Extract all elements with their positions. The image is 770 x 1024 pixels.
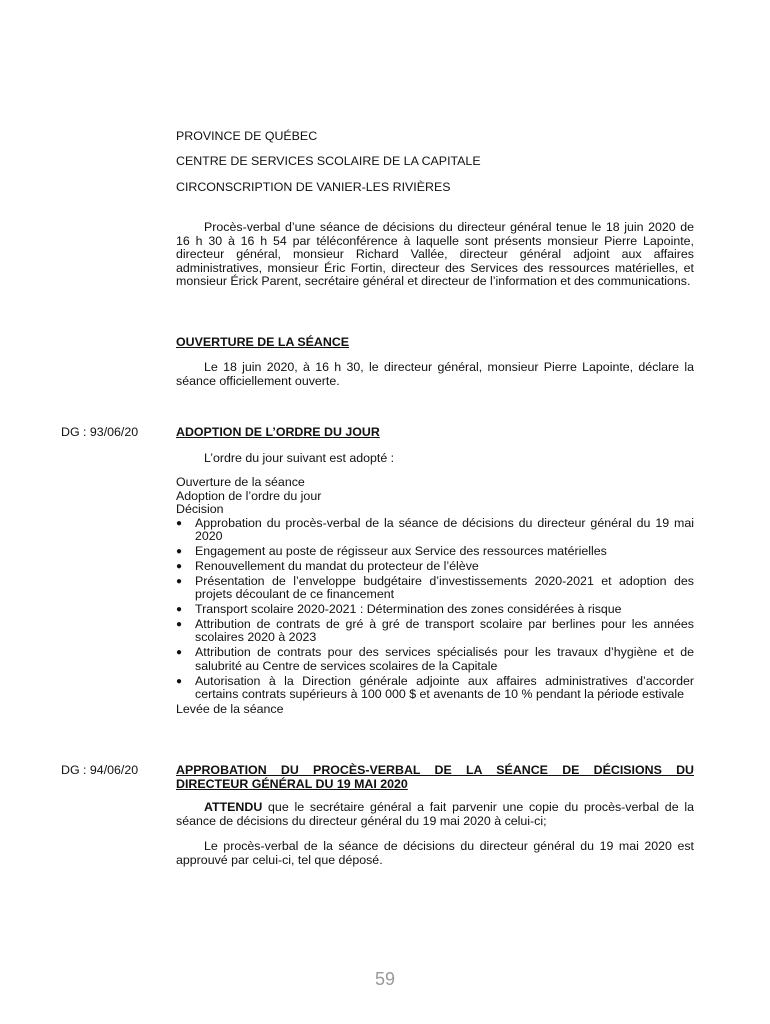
list-item-text: Autorisation à la Direction générale adjointe aux affaires administratives d’accorder certains contrats supérieurs à 100 000 $ et avenants de 10 % pendant la période estivale <box>195 673 694 702</box>
opening-text: Le 18 juin 2020, à 16 h 30, le directeur général, monsieur Pierre Lapointe, déclare la séance officiellement ouverte. <box>176 360 694 388</box>
page-number: 59 <box>374 969 396 989</box>
list-item-text: Attribution de contrats pour des services spécialisés pour les travaux d’hygiène et de salubrité au Centre de services scolaires de la Capitale <box>195 645 694 673</box>
agenda-item-closing: Levée de la séance <box>176 702 284 716</box>
list-item <box>176 675 694 702</box>
list-item <box>176 603 694 617</box>
intro-paragraph: Procès-verbal d’une séance de décisions du directeur général tenue le 18 juin 2020 de 16 h 30 à 16 h 54 par téléconférence à laquelle sont présents monsieur Pierre Lapointe, directeur général, monsieur Richard Vallée, directeur général adjoint aux affaires administratives, monsieur Éric Fortin, directeur des Services des ressources matérielles, et monsieur Érick Parent, secrétaire général et directeur de l’information et des communications. <box>176 220 694 289</box>
list-item-text: Renouvellement du mandat du protecteur de l’élève <box>195 558 479 573</box>
header-organization: CENTRE DE SERVICES SCOLAIRE DE LA CAPITALE <box>176 154 481 168</box>
approval-heading-line2: DIRECTEUR GÉNÉRAL DU 19 MAI 2020 <box>176 777 408 791</box>
agenda-item: Adoption de l’ordre du jour <box>176 488 322 503</box>
bullet-icon: ● <box>176 560 183 572</box>
list-item-text: Transport scolaire 2020-2021 : Détermination des zones considérées à risque <box>195 602 622 617</box>
bullet-icon: ● <box>176 675 183 687</box>
attendu-text: que le secrétaire général a fait parvenir une copie du procès-verbal de la séance de décisions du directeur général du 19 mai 2020 à celui-ci; <box>176 800 694 828</box>
agenda-item: Ouverture de la séance <box>176 475 305 489</box>
bullet-icon: ● <box>176 618 183 630</box>
header-circonscription: CIRCONSCRIPTION DE VANIER-LES RIVIÈRES <box>176 180 451 194</box>
resolution-paragraph: Le procès-verbal de la séance de décisions du directeur général du 19 mai 2020 est approuvé par celui-ci, tel que déposé. <box>176 839 694 867</box>
list-item-text: Engagement au poste de régisseur aux Service des ressources matérielles <box>195 544 607 559</box>
decision-bullet-list <box>176 517 694 702</box>
agenda-item: Décision <box>176 502 224 517</box>
list-item <box>176 517 694 544</box>
bullet-icon: ● <box>176 546 183 558</box>
list-item-text: Présentation de l’enveloppe budgétaire d’investissements 2020-2021 et adoption des projets découlant de ce financement <box>195 573 694 602</box>
list-item-text: Attribution de contrats de gré à gré de transport scolaire par berlines pour les années scolaires 2020 à 2023 <box>195 616 694 645</box>
approval-heading <box>176 763 694 791</box>
list-item <box>176 575 694 602</box>
agenda-intro: L’ordre du jour suivant est adopté : <box>204 451 395 465</box>
approval-reference: DG : 94/06/20 <box>61 763 139 777</box>
agenda-reference: DG : 93/06/20 <box>61 425 139 439</box>
list-item <box>176 560 694 574</box>
list-item <box>176 545 694 559</box>
bullet-icon: ● <box>176 604 183 616</box>
agenda-list <box>176 476 694 717</box>
list-item <box>176 646 694 673</box>
bullet-icon: ● <box>176 647 183 659</box>
attendu-paragraph <box>176 801 694 828</box>
list-item-text: Approbation du procès-verbal de la séance de décisions du directeur général du 19 mai 2020 <box>195 515 694 544</box>
opening-heading: OUVERTURE DE LA SÉANCE <box>176 335 350 349</box>
approval-heading-line1: APPROBATION DU PROCÈS-VERBAL DE LA SÉANCE DE DÉCISIONS DU <box>176 763 694 777</box>
attendu-keyword: ATTENDU <box>204 800 263 814</box>
header-province: PROVINCE DE QUÉBEC <box>176 129 318 143</box>
agenda-heading: ADOPTION DE L’ORDRE DU JOUR <box>176 425 380 439</box>
bullet-icon: ● <box>176 517 183 529</box>
list-item <box>176 618 694 645</box>
bullet-icon: ● <box>176 575 183 587</box>
